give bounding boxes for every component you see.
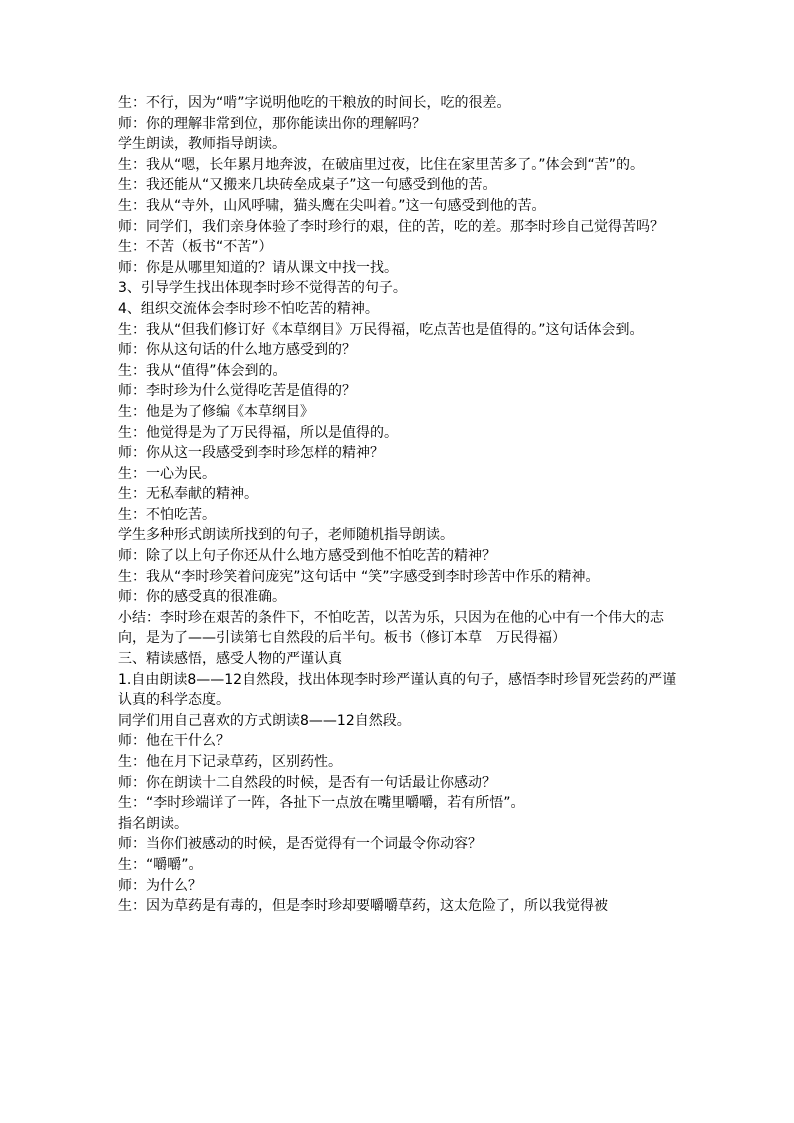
section-heading: 三、精读感悟，感受人物的严谨认真 [118,651,342,668]
text-line: 学生多种形式朗读所找到的句子，老师随机指导朗读。 [118,527,454,544]
text-line: 生：一心为民。 [118,465,216,482]
text-line: 生：我从“值得”体会到的。 [118,362,287,379]
text-line: 师：他在干什么？ [118,733,230,750]
text-line: 师：同学们，我们亲身体验了李时珍行的艰，住的苦，吃的差。那李时珍自己觉得苦吗？ [118,218,664,235]
text-line: 生：不行，因为“啃”字说明他吃的干粮放的时间长，吃的很差。 [118,95,511,111]
text-line: 生：我还能从“又搬来几块砖垒成桌子”这一句感受到他的苦。 [118,177,497,194]
text-line: 生：他在月下记录草药，区别药性。 [118,754,342,770]
text-line: 1.自由朗读8——12自然段，找出体现李时珍严谨认真的句子，感悟李时珍冒死尝药的严谨认真的科学态度。 [118,671,677,709]
text-line: 师：为什么？ [118,877,202,894]
text-line: 师：你从这句话的什么地方感受到的？ [118,342,356,359]
text-line: 同学们用自己喜欢的方式朗读8——12自然段。 [118,712,411,729]
text-line: 师：你的理解非常到位，那你能读出你的理解吗？ [118,115,426,132]
text-line: 3、引导学生找出体现李时珍不觉得苦的句子。 [118,280,407,297]
text-line: 生：不苦（板书“不苦”） [118,239,273,256]
text-line: 生：无私奉献的精神。 [118,486,258,503]
text-line: 生：“李时珍端详了一阵，各扯下一点放在嘴里嚼嚼，若有所悟”。 [118,795,525,812]
text-line: 生：他觉得是为了万民得福，所以是值得的。 [118,424,398,441]
text-line: 师：李时珍为什么觉得吃苦是值得的？ [118,383,356,400]
text-line: 指名朗读。 [118,815,188,832]
summary-paragraph: 小结：李时珍在艰苦的条件下，不怕吃苦，以苦为乐，只因为在他的心中有一个伟大的志向，是为了——引读第七自然段的后半句。板书（修订本草 万民得福） [118,609,664,647]
text-line: 师：除了以上句子你还从什么地方感受到他不怕吃苦的精神？ [118,548,496,565]
text-line: 师：你在朗读十二自然段的时候，是否有一句话最让你感动？ [118,774,496,791]
text-line: 生：不怕吃苦。 [118,506,216,523]
text-line: 生：我从“但我们修订好《本草纲目》万民得福，吃点苦也是值得的。”这句话体会到。 [118,321,644,338]
text-line: 师：你的感受真的很准确。 [118,589,286,606]
text-line: 生：我从“嗯，长年累月地奔波，在破庙里过夜，比住在家里苦多了。”体会到“苦”的。 [118,156,645,173]
text-line: 师：当你们被感动的时候，是否觉得有一个词最令你动容？ [118,836,482,853]
text-line: 生：“嚼嚼”。 [118,856,203,873]
document-body [118,93,684,917]
text-line: 生：我从“李时珍笑着问庞宪”这句话中 “笑”字感受到李时珍苦中作乐的精神。 [118,568,600,585]
text-line: 4、组织交流体会李时珍不怕吃苦的精神。 [118,300,379,317]
text-line: 师：你是从哪里知道的？请从课文中找一找。 [118,259,398,276]
text-line: 生：我从“寺外，山风呼啸，猫头鹰在尖叫着。”这一句感受到他的苦。 [118,197,546,214]
text-line: 生：因为草药是有毒的，但是李时珍却要嚼嚼草药，这太危险了，所以我觉得被 [118,898,608,915]
text-line: 生：他是为了修编《本草纲目》 [118,403,314,420]
text-line: 师：你从这一段感受到李时珍怎样的精神？ [118,445,384,462]
text-line: 学生朗读，教师指导朗读。 [118,136,286,153]
